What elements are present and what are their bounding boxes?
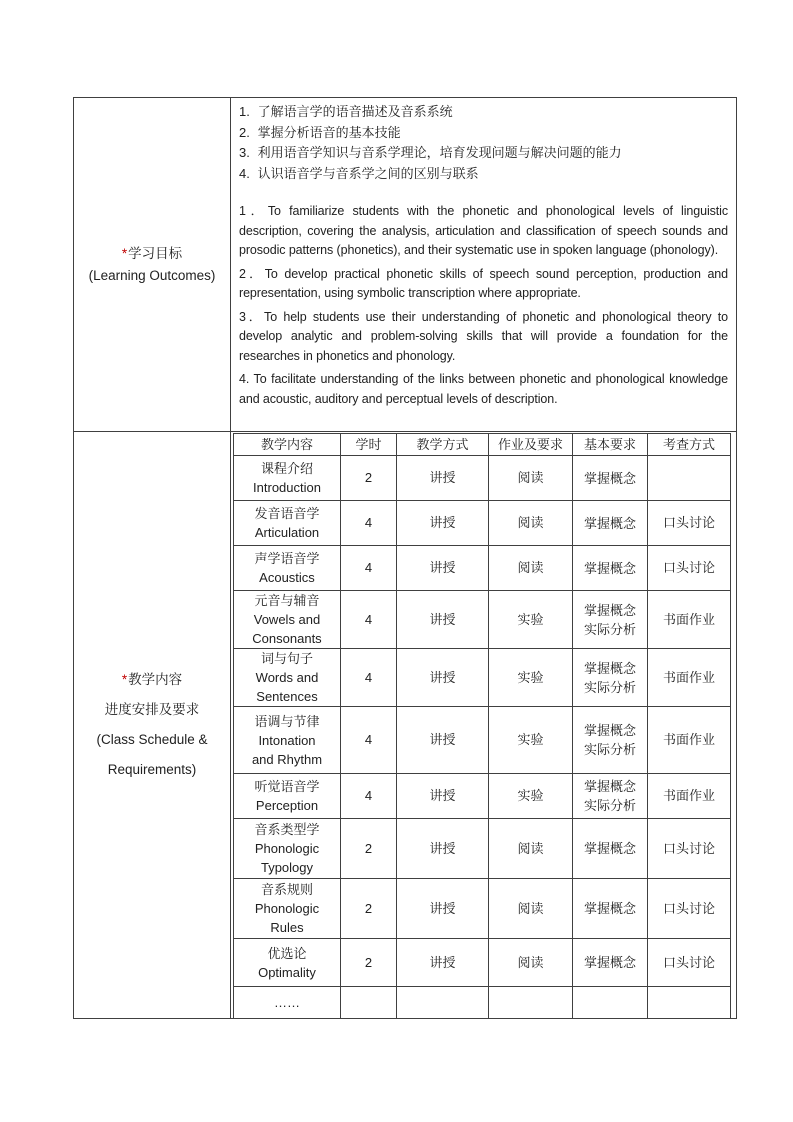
schedule-header-row (234, 434, 731, 456)
cell-text-line: 优选论 (267, 945, 307, 961)
outcome-paragraph: 2．To develop practical phonetic skills of speech sound perception, production and representation, using symbolic transcription where appropriate. (239, 266, 728, 300)
cell-text-line: 课程介绍 (260, 461, 313, 476)
schedule-cell-task: 阅读 (489, 456, 573, 501)
schedule-title-en2: Requirements) (107, 762, 197, 777)
schedule-cell-content (234, 591, 341, 649)
schedule-col-header: 基本要求 (573, 434, 648, 456)
cell-text-line: 掌握概念 (583, 660, 636, 676)
schedule-cell-requirement (573, 707, 648, 774)
schedule-cell-requirement (573, 649, 648, 707)
schedule-cell-hours: 2 (341, 456, 397, 501)
schedule-data-row (234, 879, 731, 939)
schedule-cell-hours: 4 (341, 649, 397, 707)
schedule-col-header: 考查方式 (648, 434, 731, 456)
schedule-cell-hours: 2 (341, 939, 397, 987)
schedule-cell-task: 实验 (489, 774, 573, 819)
schedule-data-row (234, 649, 731, 707)
cell-text-line: 语调与节律 (254, 713, 320, 729)
schedule-cell-assessment: 书面作业 (648, 649, 731, 707)
schedule-cell-assessment (648, 456, 731, 501)
list-item: 2. 掌握分析语音的基本技能 (239, 124, 401, 140)
schedule-cell-method (397, 987, 489, 1019)
cell-text-line: 掌握概念 (583, 955, 636, 970)
schedule-col-header: 作业及要求 (489, 434, 573, 456)
cell-text-line: 元音与辅音 (254, 593, 320, 608)
cell-text-line: 实际分析 (583, 679, 636, 695)
schedule-title-cn: *教学内容 (121, 672, 183, 687)
schedule-data-row (234, 819, 731, 879)
cell-text-line: 词与句子 (260, 651, 313, 666)
schedule-cell-assessment: 书面作业 (648, 591, 731, 649)
cell-text-line: 听觉语音学 (254, 779, 320, 794)
schedule-cell-method: 讲授 (397, 501, 489, 546)
schedule-cell-content (234, 649, 341, 707)
schedule-data-row (234, 546, 731, 591)
schedule-cell-content (234, 774, 341, 819)
schedule-cell-content (234, 819, 341, 879)
schedule-data-row (234, 456, 731, 501)
cell-text-line: Phonologic (254, 841, 320, 856)
schedule-cell-requirement (573, 987, 648, 1019)
schedule-cell-assessment: 口头讨论 (648, 819, 731, 879)
schedule-cell-requirement (573, 774, 648, 819)
schedule-cell-content (234, 546, 341, 591)
schedule-table (233, 433, 731, 1018)
syllabus-table (73, 97, 737, 1019)
schedule-cell-content (234, 707, 341, 774)
learning-outcomes-row (74, 98, 736, 432)
schedule-cell-task: 阅读 (489, 879, 573, 939)
list-item: 1. 了解语言学的语音描述及音系系统 (239, 104, 453, 119)
outcome-paragraph: 4. To facilitate understanding of the links between phonetic and phonological knowledge and acoustic, auditory and perceptual levels of description. (239, 372, 728, 406)
cell-text-line: Optimality (258, 964, 316, 980)
cell-text-line: 掌握概念 (583, 560, 636, 576)
schedule-cell-method: 讲授 (397, 591, 489, 649)
schedule-cell-hours: 4 (341, 501, 397, 546)
schedule-data-row (234, 774, 731, 819)
cell-text-line: Sentences (256, 689, 318, 704)
schedule-col-header: 教学内容 (234, 434, 341, 456)
cell-text-line: 实际分析 (583, 798, 636, 813)
schedule-cell-task: 阅读 (489, 819, 573, 879)
cell-text-line: 掌握概念 (583, 602, 636, 618)
schedule-cell-content (234, 939, 341, 987)
learning-outcomes-cn-list (239, 102, 728, 184)
schedule-cell-assessment: 书面作业 (648, 774, 731, 819)
schedule-cell-requirement (573, 546, 648, 591)
schedule-cell-assessment: 口头讨论 (648, 939, 731, 987)
cell-text-line: 掌握概念 (583, 515, 636, 531)
schedule-cell-hours: 4 (341, 707, 397, 774)
schedule-cell-requirement (573, 879, 648, 939)
cell-text-line: …… (274, 995, 300, 1011)
schedule-data-row (234, 707, 731, 774)
cell-text-line: 音系类型学 (254, 822, 320, 837)
schedule-col-header: 学时 (341, 434, 397, 456)
schedule-label-cell (74, 432, 231, 1018)
schedule-cell-method: 讲授 (397, 879, 489, 939)
cell-text-line: and Rhythm (251, 751, 323, 767)
cell-text-line: 掌握概念 (583, 841, 636, 856)
schedule-cell-hours: 2 (341, 819, 397, 879)
schedule-cell-requirement (573, 819, 648, 879)
schedule-cell-requirement (573, 939, 648, 987)
schedule-col-header: 教学方式 (397, 434, 489, 456)
cell-text-line: 掌握概念 (583, 723, 636, 738)
schedule-cell-task: 阅读 (489, 546, 573, 591)
schedule-cell-task: 实验 (489, 591, 573, 649)
learning-outcomes-label-cell (74, 98, 231, 431)
cell-text-line: 声学语音学 (254, 551, 320, 566)
cell-text-line: Articulation (254, 525, 320, 540)
cell-text-line: 发音语音学 (254, 506, 320, 521)
schedule-row (74, 432, 736, 1018)
cell-text-line: 掌握概念 (583, 779, 636, 794)
outcome-paragraph: 1．To familiarize students with the phonetic and phonological levels of linguistic description, covering the analysis, articulation and classification of speech sounds and prosodic patterns (phonetics), and their systematic use in spoken language (phonology). (239, 204, 728, 257)
schedule-cell-method: 讲授 (397, 707, 489, 774)
cell-text-line: Rules (270, 920, 304, 935)
schedule-cell-method: 讲授 (397, 819, 489, 879)
schedule-cell-content (234, 501, 341, 546)
schedule-title-en1: (Class Schedule & (96, 732, 208, 747)
cell-text-line: 实际分析 (583, 742, 636, 757)
schedule-cell-requirement (573, 456, 648, 501)
schedule-cell-content (234, 879, 341, 939)
schedule-cell-task (489, 987, 573, 1019)
schedule-cell-method: 讲授 (397, 774, 489, 819)
cell-text-line: Words and (255, 670, 319, 685)
schedule-cell-assessment: 口头讨论 (648, 546, 731, 591)
cell-text-line: 掌握概念 (583, 470, 636, 486)
cell-text-line: Perception (255, 798, 319, 813)
cell-text-line: Phonologic (254, 901, 320, 916)
schedule-title-cn2: 进度安排及要求 (104, 702, 200, 717)
schedule-cell-requirement (573, 591, 648, 649)
schedule-cell-task: 实验 (489, 649, 573, 707)
schedule-cell-requirement (573, 501, 648, 546)
schedule-cell-assessment (648, 987, 731, 1019)
learning-outcomes-title-en: (Learning Outcomes) (88, 267, 216, 283)
schedule-cell-task: 阅读 (489, 501, 573, 546)
schedule-cell-content (234, 456, 341, 501)
required-asterisk: * (121, 672, 128, 687)
schedule-cell-method: 讲授 (397, 456, 489, 501)
cell-text-line: Vowels and (253, 612, 321, 627)
cell-text-line: Consonants (252, 631, 322, 646)
schedule-cell-hours: 4 (341, 591, 397, 649)
schedule-cell-hours: 4 (341, 546, 397, 591)
schedule-cell-assessment: 口头讨论 (648, 879, 731, 939)
schedule-cell-assessment: 书面作业 (648, 707, 731, 774)
cell-text-line: 实际分析 (583, 621, 636, 637)
cell-text-line: 音系规则 (260, 882, 313, 897)
schedule-cell-method: 讲授 (397, 546, 489, 591)
schedule-data-row (234, 939, 731, 987)
cell-text-line: Intonation (258, 732, 316, 748)
schedule-cell-content (234, 987, 341, 1019)
schedule-content-cell (231, 432, 736, 1018)
schedule-cell-method: 讲授 (397, 939, 489, 987)
schedule-cell-method: 讲授 (397, 649, 489, 707)
schedule-cell-task: 阅读 (489, 939, 573, 987)
learning-outcomes-content-cell (231, 98, 736, 431)
schedule-cell-hours: 4 (341, 774, 397, 819)
learning-outcomes-title-cn: *学习目标 (121, 245, 183, 261)
outcome-paragraph: 3．To help students use their understanding of phonetic and phonological theory to develop analytic and problem-solving skills that will provide a foundation for the researches in phonetics and phonology. (239, 309, 728, 363)
schedule-cell-hours: 2 (341, 879, 397, 939)
list-item: 3. 利用语音学知识与音系学理论，培育发现问题与解决问题的能力 (239, 145, 622, 160)
schedule-cell-hours (341, 987, 397, 1019)
schedule-data-row (234, 591, 731, 649)
schedule-cell-task: 实验 (489, 707, 573, 774)
cell-text-line: Acoustics (259, 570, 315, 585)
list-item: 4. 认识语音学与音系学之间的区别与联系 (239, 165, 479, 181)
schedule-data-row (234, 501, 731, 546)
schedule-cell-assessment: 口头讨论 (648, 501, 731, 546)
cell-text-line: 掌握概念 (583, 901, 636, 916)
schedule-data-row (234, 987, 731, 1019)
cell-text-line: Typology (260, 860, 314, 875)
cell-text-line: Introduction (253, 480, 321, 495)
required-asterisk: * (121, 245, 128, 261)
